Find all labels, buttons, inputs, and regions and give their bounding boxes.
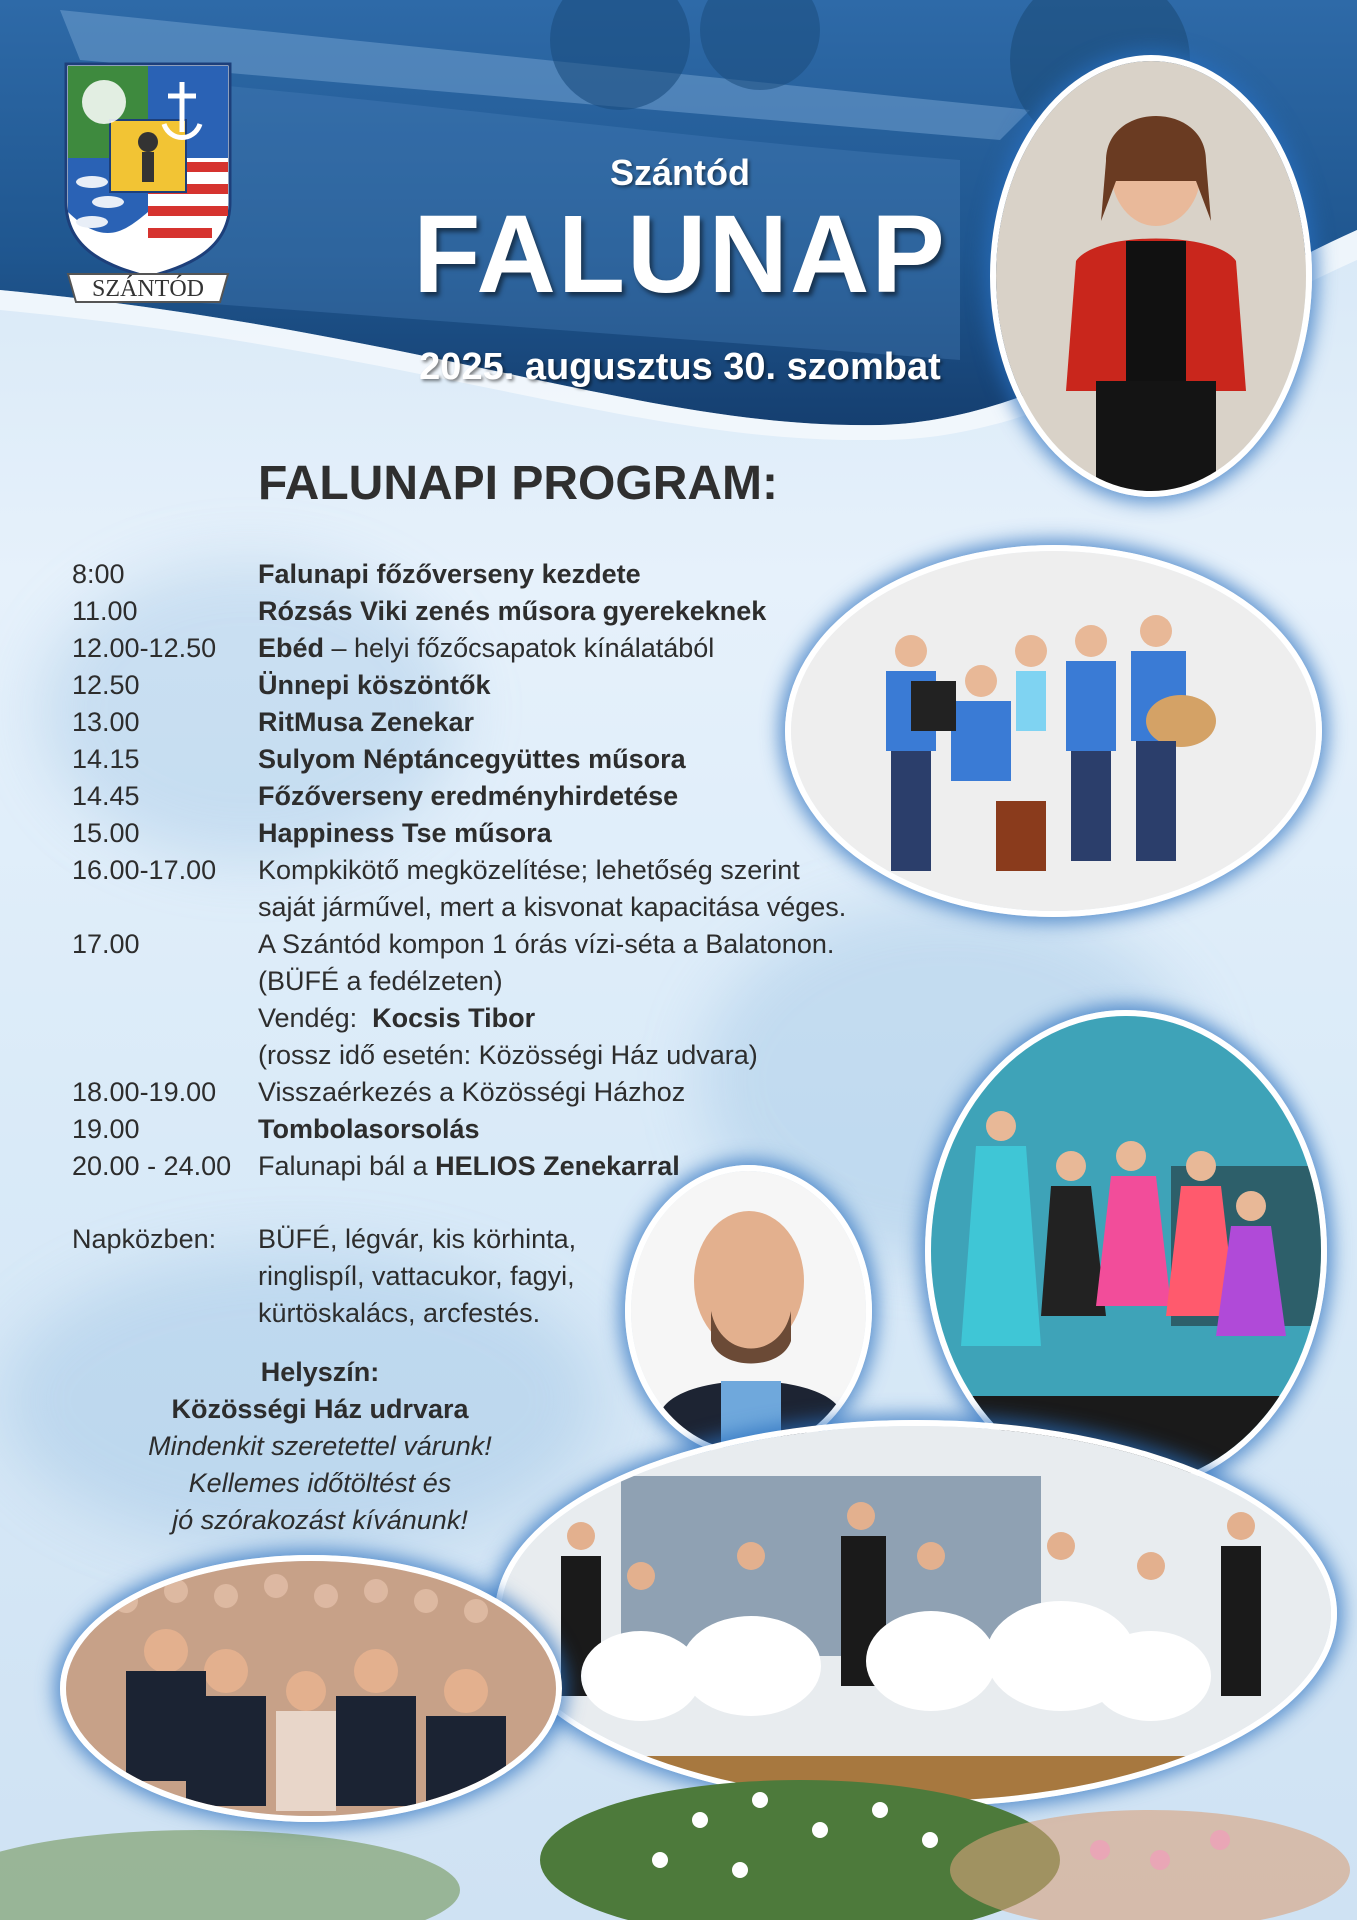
schedule-text bbox=[258, 630, 852, 667]
schedule-time: 15.00 bbox=[72, 818, 140, 848]
schedule-row bbox=[72, 1111, 852, 1148]
schedule-line: (rossz idő esetén: Közösségi Ház udvara) bbox=[258, 1040, 758, 1070]
schedule-time: 19.00 bbox=[72, 1114, 140, 1144]
schedule-time: 13.00 bbox=[72, 707, 140, 737]
schedule-row bbox=[72, 741, 852, 778]
welcome-line: Mindenkit szeretettel várunk! bbox=[148, 1431, 492, 1461]
schedule-time: 12.00-12.50 bbox=[72, 633, 217, 663]
schedule-rest: – helyi főzőcsapatok kínálatából bbox=[324, 633, 715, 663]
daytime-label: Napközben: bbox=[72, 1224, 217, 1254]
schedule-row bbox=[72, 1074, 852, 1111]
welcome-line: jó szórakozást kívánunk! bbox=[172, 1505, 468, 1535]
guest-name: Kocsis Tibor bbox=[372, 1003, 536, 1033]
schedule-row bbox=[72, 852, 852, 926]
photo-band bbox=[785, 545, 1322, 917]
location-label: Helyszín: bbox=[260, 1357, 380, 1387]
program-heading: FALUNAPI PROGRAM: bbox=[258, 457, 778, 510]
schedule-line: Kompkikötő megközelítése; lehetőség szerint bbox=[258, 855, 800, 885]
schedule-row bbox=[72, 815, 852, 852]
schedule-bold: Ebéd bbox=[258, 633, 325, 663]
schedule-line: A Szántód kompon 1 órás vízi-séta a Balatonon. bbox=[258, 929, 835, 959]
schedule-time: 17.00 bbox=[72, 929, 140, 959]
photo-guest-singer bbox=[625, 1165, 872, 1457]
daytime-line: kürtöskalács, arcfestés. bbox=[258, 1298, 541, 1328]
schedule-time: 18.00-19.00 bbox=[72, 1077, 217, 1107]
schedule-text: Happiness Tse műsora bbox=[258, 818, 552, 848]
schedule-line: saját járművel, mert a kisvonat kapacitása véges. bbox=[258, 892, 847, 922]
schedule-row bbox=[72, 630, 852, 667]
schedule-time: 14.45 bbox=[72, 781, 140, 811]
town-name: Szántód bbox=[610, 152, 750, 193]
photo-dancers bbox=[925, 1010, 1327, 1492]
schedule-text: Főzőverseny eredményhirdetése bbox=[258, 781, 679, 811]
schedule-rest: Falunapi bál a bbox=[258, 1151, 436, 1181]
guest-label: Vendég: bbox=[258, 1003, 373, 1033]
schedule-bold: HELIOS Zenekarral bbox=[435, 1151, 680, 1181]
page-title: FALUNAP bbox=[413, 193, 947, 316]
schedule-time: 14.15 bbox=[72, 744, 140, 774]
flower-border bbox=[0, 1740, 1357, 1920]
schedule-time: 8:00 bbox=[72, 559, 125, 589]
schedule-text bbox=[258, 852, 852, 926]
schedule-text: Sulyom Néptáncegyüttes műsora bbox=[258, 744, 686, 774]
schedule-row bbox=[72, 556, 852, 593]
svg-text:SZÁNTÓD: SZÁNTÓD bbox=[92, 276, 204, 302]
schedule-text: RitMusa Zenekar bbox=[258, 707, 475, 737]
schedule-row bbox=[72, 926, 852, 1074]
schedule-time: 11.00 bbox=[72, 596, 138, 626]
schedule-time: 20.00 - 24.00 bbox=[72, 1151, 232, 1181]
schedule-row bbox=[72, 593, 852, 630]
location-block bbox=[100, 1354, 540, 1539]
schedule-text: Falunapi főzőverseny kezdete bbox=[258, 559, 641, 589]
schedule-row bbox=[72, 704, 852, 741]
schedule-text: Tombolasorsolás bbox=[258, 1114, 480, 1144]
schedule-text: Visszaérkezés a Közösségi Házhoz bbox=[258, 1077, 686, 1107]
welcome-line: Kellemes időtöltést és bbox=[188, 1468, 452, 1498]
daytime-line: BÜFÉ, légvár, kis körhinta, bbox=[258, 1224, 577, 1254]
daytime-line: ringlispíl, vattacukor, fagyi, bbox=[258, 1261, 575, 1291]
schedule-text: Rózsás Viki zenés műsora gyerekeknek bbox=[258, 596, 767, 626]
coat-of-arms-icon bbox=[64, 62, 232, 312]
photo-singer bbox=[990, 55, 1312, 497]
schedule-row bbox=[72, 667, 852, 704]
schedule-text: Ünnepi köszöntők bbox=[258, 670, 491, 700]
schedule-row bbox=[72, 778, 852, 815]
schedule-line: (BÜFÉ a fedélzeten) bbox=[258, 966, 503, 996]
location-place: Közösségi Ház udrvara bbox=[171, 1394, 469, 1424]
schedule-time: 16.00-17.00 bbox=[72, 855, 217, 885]
schedule-time: 12.50 bbox=[72, 670, 140, 700]
schedule-text bbox=[258, 926, 852, 1074]
event-date: 2025. augusztus 30. szombat bbox=[419, 346, 941, 388]
